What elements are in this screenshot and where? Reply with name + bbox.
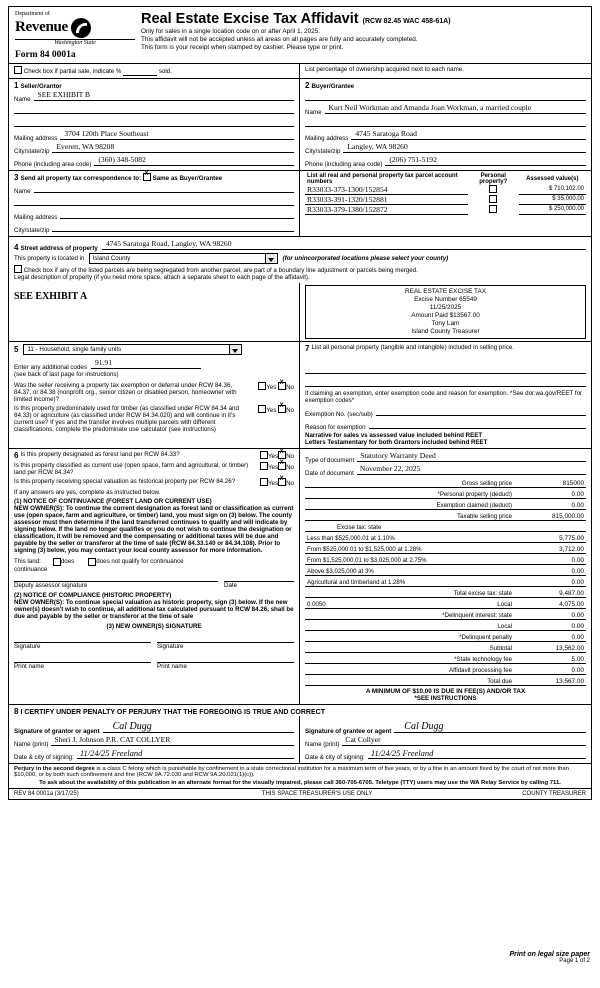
land-use-code-value: 11 - Household, single family units bbox=[27, 345, 122, 353]
new-owner-sig-label-1[interactable]: Signature bbox=[14, 642, 41, 650]
q2-yes-label: Yes bbox=[266, 406, 277, 414]
q1-no-label: No bbox=[286, 383, 294, 391]
line-label-16: *State technology fee bbox=[454, 655, 512, 663]
excise-line bbox=[305, 587, 586, 598]
stamp-line-4: Amount Paid $13567.00 bbox=[411, 311, 480, 319]
line-label-5: Less than $525,000.01 at 1.10% bbox=[307, 534, 395, 542]
same-as-buyer-label: Same as Buyer/Grantee bbox=[152, 174, 223, 182]
section-7 bbox=[300, 342, 591, 448]
timber-question bbox=[14, 405, 248, 433]
stamp-line-2: Excise Number 65549 bbox=[414, 295, 477, 303]
form-title: Real Estate Excise Tax Affidavit bbox=[141, 11, 359, 27]
use-code-row bbox=[9, 341, 591, 448]
doc-type-value[interactable]: Statutory Warranty Deed bbox=[360, 450, 436, 460]
header-line-3: This form is your receipt when stamped by cashier. Please type or print. bbox=[141, 44, 344, 51]
excise-line bbox=[305, 521, 586, 532]
line-label-17: Affidavit processing fee bbox=[449, 666, 512, 674]
section-4-number: 4 bbox=[14, 242, 19, 252]
if-yes-note: If any answers are yes, complete as instructed below. bbox=[14, 488, 161, 496]
segregated-checkbox[interactable] bbox=[14, 265, 22, 273]
chevron-down-icon[interactable] bbox=[265, 254, 276, 263]
rcw-citation: (RCW 82.45 WAC 458-61A) bbox=[362, 18, 451, 25]
line-label-12: *Delinquent interest: state bbox=[442, 611, 512, 619]
excise-line bbox=[305, 565, 586, 576]
s6q3-no-checkbox[interactable] bbox=[278, 478, 286, 486]
line-label-14: *Delinquent penalty bbox=[459, 633, 512, 641]
land-use-code-select[interactable] bbox=[23, 344, 242, 355]
footer-revision: REV 84 0001a (3/17/25) bbox=[14, 790, 79, 797]
buyer-csz-value[interactable]: Langley, WA 98260 bbox=[347, 141, 408, 151]
line-label-13: Local bbox=[497, 622, 512, 630]
line-label-6: From $525,000.01 to $1,525,000 at 1.28% bbox=[307, 545, 422, 553]
section-8 bbox=[9, 704, 591, 763]
state-label: Washington State bbox=[15, 39, 135, 46]
certify-text: I CERTIFY UNDER PENALTY OF PERJURY THAT THE FOREGOING IS TRUE AND CORRECT bbox=[20, 708, 325, 716]
section-3-text: Send all property tax correspondence to: bbox=[20, 174, 142, 182]
legal-description-value: SEE EXHIBIT A bbox=[14, 290, 88, 302]
revenue-logo-icon bbox=[70, 17, 92, 39]
parties-row bbox=[9, 78, 591, 170]
historic-text bbox=[14, 599, 294, 620]
seller-phone-label: Phone (including area code) bbox=[14, 160, 92, 168]
table-row bbox=[305, 204, 586, 214]
parcel-number-1[interactable]: R33033-391-1320/152881 bbox=[307, 194, 388, 204]
partial-sale-checkbox[interactable] bbox=[14, 66, 22, 74]
s6q3-no-label: No bbox=[286, 479, 294, 487]
street-address-value[interactable]: 4745 Saratoga Road, Langley, WA 98260 bbox=[105, 238, 232, 248]
county-note: (for unincorporated locations please select your county) bbox=[282, 254, 449, 262]
line-value-5[interactable]: 5,775.00 bbox=[559, 534, 584, 542]
grantee-signature-block bbox=[300, 716, 591, 763]
same-as-buyer-checkbox[interactable] bbox=[143, 173, 151, 181]
line-value-14[interactable]: 0.00 bbox=[571, 633, 584, 641]
grantee-name-label: Name (print) bbox=[305, 740, 340, 748]
footer-county-treasurer: COUNTY TREASURER bbox=[522, 790, 586, 797]
line-label-15: Subtotal bbox=[489, 644, 512, 652]
s6q3-yes-label: Yes bbox=[267, 479, 279, 487]
stamp-line-5: Tony Lam bbox=[431, 319, 460, 327]
print-notes bbox=[509, 951, 590, 964]
line-value-2[interactable]: 0.00 bbox=[571, 501, 584, 509]
doc-date-label: Date of document bbox=[305, 469, 354, 477]
section-6 bbox=[9, 449, 300, 704]
section-5 bbox=[9, 342, 300, 448]
excise-line bbox=[305, 488, 586, 499]
print-legal-note: Print on legal size paper bbox=[509, 951, 590, 958]
new-owner-print-label-1[interactable]: Print name bbox=[14, 662, 44, 670]
legal-stamp-row bbox=[9, 283, 591, 341]
excise-line bbox=[305, 631, 586, 642]
seller-mailing-value[interactable]: 3704 120th Place Southeast bbox=[64, 128, 149, 138]
line-value-6[interactable]: 3,712.00 bbox=[559, 545, 584, 553]
line-value-18[interactable]: 13,567.00 bbox=[555, 677, 584, 685]
excise-line bbox=[305, 532, 586, 543]
grantor-signature[interactable]: Cal Dugg bbox=[112, 720, 152, 732]
assessed-value-header: Assessed value(s) bbox=[526, 175, 579, 182]
narrative-line-1: Narrative for sales vs assessed value included behind REET bbox=[305, 431, 483, 439]
partial-sale-left bbox=[9, 64, 300, 78]
personal-property-header: Personal property? bbox=[479, 172, 508, 185]
forest-land-question: Is this property designated as forest land per RCW 84.33? bbox=[20, 450, 180, 458]
footer-treasurer-space: THIS SPACE TREASURER'S USE ONLY bbox=[261, 790, 373, 797]
current-use-question: Is this property classified as current use (open space, farm and agricultural, or timber) land per RCW 84.34? bbox=[14, 461, 249, 476]
excise-stamp bbox=[305, 285, 586, 339]
grantor-signature-block bbox=[9, 716, 300, 763]
excise-line bbox=[305, 675, 586, 686]
page-number: Page 1 of 2 bbox=[559, 958, 590, 964]
section-3-number: 3 bbox=[14, 172, 19, 182]
line-value-16[interactable]: 5.00 bbox=[571, 655, 584, 663]
continuance-heading: (1) NOTICE OF CONTINUANCE (FOREST LAND OR CURRENT USE) bbox=[14, 497, 212, 505]
line-value-1[interactable]: 0.00 bbox=[571, 490, 584, 498]
line-value-8[interactable]: 0.00 bbox=[571, 567, 584, 575]
ada-notice: To ask about the availability of this publication in an alternate format for the visually impaired, please call 360-705-6705. Teletype (TTY) users may use the WA Relay Service by calling 711. bbox=[39, 779, 561, 786]
seller-mailing-label: Mailing address bbox=[14, 134, 58, 142]
this-land-label: This land: bbox=[14, 558, 41, 566]
buyer-name-label: Name bbox=[305, 108, 322, 116]
section-6-number: 6 bbox=[14, 450, 19, 460]
excise-line bbox=[305, 664, 586, 675]
corr-csz-label: City/state/zip bbox=[14, 226, 50, 234]
header-line-2: This affidavit will not be accepted unless all areas on all pages are fully and accurately completed. bbox=[141, 36, 418, 43]
stamp-line-6: Island County Treasurer bbox=[411, 327, 480, 335]
line-value-11[interactable]: 4,075.00 bbox=[559, 600, 584, 608]
form-header bbox=[9, 7, 591, 63]
section-6-row bbox=[9, 448, 591, 704]
local-rate[interactable]: 0.0050 bbox=[307, 600, 326, 608]
seller-name-value[interactable]: SEE EXHIBIT B bbox=[37, 89, 91, 99]
timber-question-text: Is this property predominately used for timber (as classified under RCW 84.34 and 84.33) or agriculture (as classified under RCW 84.34.020) and will continue in it's current use? If yes and the transfer involves multiple parcels with different classifications, complete the predominate use calculator (see instructions) bbox=[14, 404, 239, 433]
use-code-instructions: (see back of last page for instructions) bbox=[14, 370, 119, 378]
s6q1-no-checkbox[interactable] bbox=[278, 451, 286, 459]
grantee-date-label: Date & city of signing: bbox=[305, 753, 365, 761]
county-select[interactable] bbox=[89, 253, 278, 264]
table-row bbox=[305, 185, 586, 195]
assessed-value-1[interactable]: $ 35,000.00 bbox=[552, 196, 584, 203]
does-not-checkbox[interactable] bbox=[88, 558, 96, 566]
line-label-8: Above $3,025,000 at 3% bbox=[307, 567, 374, 575]
line-value-0[interactable]: 815000 bbox=[562, 479, 584, 487]
street-address-label: Street address of property bbox=[20, 244, 98, 252]
excise-line bbox=[305, 576, 586, 587]
q2-no-label: No bbox=[286, 406, 294, 414]
form-number: Form 84 0001a bbox=[15, 49, 76, 60]
exemption-question: Was the seller receiving a property tax exemption or deferral under RCW 84.36, 84.37, or 84.38 (nonprofit org., senior citizen or disabled person, homeowner with limited income)? bbox=[14, 381, 237, 403]
s6q1-no-label: No bbox=[286, 452, 294, 460]
pct-note: List percentage of ownership acquired next to each name. bbox=[305, 65, 464, 73]
excise-line bbox=[305, 499, 586, 510]
assessed-value-0[interactable]: $ 710,102.00 bbox=[548, 186, 584, 193]
excise-line bbox=[305, 554, 586, 565]
additional-codes-value[interactable]: 91.91 bbox=[94, 357, 113, 367]
line-label-11: Local bbox=[497, 600, 512, 608]
line-label-9: Agricultural and timberland at 1.28% bbox=[307, 578, 406, 586]
does-checkbox[interactable] bbox=[53, 558, 61, 566]
tax-correspondence-row bbox=[9, 170, 591, 236]
seller-csz-value[interactable]: Everett, WA 98208 bbox=[56, 141, 115, 151]
grantor-name-label: Name (print) bbox=[14, 740, 49, 748]
perjury-text: is a class C felony which is punishable by confinement in a state correctional institution for a maximum term of five years, or by a fine in an amount fixed by the court of not more than $10,000, or by both such confinement and fine (RCW 9A.72.030 and RCW 9A.20.021(1)(c)). bbox=[14, 765, 569, 778]
line-label-10: Total excise tax: state bbox=[453, 589, 512, 597]
sold-label: sold. bbox=[158, 67, 172, 75]
excise-line bbox=[305, 609, 586, 620]
line-label-7: From $1,525,000.01 to $3,025,000 at 2.75% bbox=[307, 556, 427, 564]
segregated-label: Check box if any of the listed parcels are being segregated from another parcel, are part of a boundary line adjustment or parcels being merged. bbox=[23, 266, 418, 274]
q1-yes-label: Yes bbox=[266, 383, 277, 391]
deputy-date-label: Date bbox=[224, 581, 238, 589]
buyer-mailing-value[interactable]: 4745 Saratoga Road bbox=[355, 128, 417, 138]
stamp-line-3: 11/25/2025 bbox=[429, 303, 462, 311]
legal-description-label: Legal description of property (if you need more space, attach a separate sheet to each page of the affidavit). bbox=[14, 273, 310, 281]
doc-date-value[interactable]: November 22, 2025 bbox=[359, 463, 421, 473]
line-label-4: Excise tax: state bbox=[337, 523, 382, 531]
section-7-number: 7 bbox=[305, 343, 310, 353]
line-value-9[interactable]: 0.00 bbox=[571, 578, 584, 586]
excise-line bbox=[305, 653, 586, 664]
grantor-date-label: Date & city of signing: bbox=[14, 753, 74, 761]
parcel-number-2[interactable]: R33033-379-1380/152872 bbox=[307, 204, 388, 214]
historic-paragraph: NEW OWNER(S): To continue special valuation as historic property, sign (3) below. If the new owner(s) doesn't wish to continue, all additional tax calculated pursuant to RCW 84.26, shall be due and payable by the seller or transferor at the time of sale bbox=[14, 598, 294, 620]
additional-codes-label: Enter any additional codes bbox=[14, 363, 87, 371]
narrative-line-2: Letters Testamentary for both Grantors included behind REET bbox=[305, 438, 488, 446]
dept-label: Department of bbox=[15, 11, 50, 17]
excise-calc-block bbox=[300, 449, 591, 704]
excise-line bbox=[305, 543, 586, 554]
header-line-1: Only for sales in a single location code on or after April 1, 2025. bbox=[141, 28, 321, 35]
s6q2-yes-label: Yes bbox=[267, 463, 279, 471]
q1-no-checkbox[interactable] bbox=[278, 382, 286, 390]
continuance-text bbox=[14, 505, 294, 554]
line-label-1: *Personal property (deduct) bbox=[437, 490, 512, 498]
seller-name-label: Name bbox=[14, 95, 31, 103]
buyer-csz-label: City/state/zip bbox=[305, 147, 341, 155]
personal-checkbox-2[interactable] bbox=[489, 205, 497, 213]
buyer-title: Buyer/Grantee bbox=[311, 82, 355, 90]
grantor-name-value[interactable]: Sheri J. Johnson P.R. CAT COLLYER bbox=[54, 734, 171, 744]
grantor-sig-label: Signature of grantor or agent bbox=[14, 727, 100, 735]
does-label: does bbox=[60, 558, 75, 566]
seller-block bbox=[9, 79, 300, 170]
partial-sale-label: Check box if partial sale, indicate % bbox=[23, 67, 122, 75]
line-value-17[interactable]: 0.00 bbox=[571, 666, 584, 674]
new-owner-signature-heading: (3) NEW OWNER(S) SIGNATURE bbox=[106, 622, 202, 630]
section-2-number: 2 bbox=[305, 80, 310, 90]
perjury-block bbox=[9, 763, 591, 788]
assessed-value-2[interactable]: $ 250,000.00 bbox=[548, 206, 584, 213]
section-1-number: 1 bbox=[14, 80, 19, 90]
exemption-note: If claiming an exemption, enter exemption code and reason for exemption. *See dor.wa.gov/REET for exemption codes* bbox=[305, 389, 583, 404]
new-owner-sig-label-2[interactable]: Signature bbox=[157, 642, 184, 650]
excise-line bbox=[305, 620, 586, 631]
deputy-assessor-label: Deputy assessor signature bbox=[14, 581, 88, 589]
line-value-7[interactable]: 0.00 bbox=[571, 556, 584, 564]
line-label-18: Total due bbox=[487, 677, 512, 685]
exemption-code-label: Exemption No. (sec/sub) bbox=[305, 410, 373, 418]
s6q3-yes-checkbox[interactable] bbox=[260, 478, 268, 486]
q2-no-checkbox[interactable] bbox=[278, 405, 286, 413]
stamp-line-1: REAL ESTATE EXCISE TAX bbox=[405, 287, 486, 295]
signature-row bbox=[9, 716, 591, 763]
continuance-paragraph: NEW OWNER(S): To continue the current designation as forest land or classification as current use (open space, farm and agriculture, or timber) land, you must sign on (3) below. The county assessor must then determine if the land transferred continues to qualify and will indicate by signing below. If the land no longer qualifies or you do not wish to continue the designation or classification, it will be removed and the compensating or additional taxes will be due and payable by the seller or transferor at the time of sale (RCW 84.33.140 or 84.34.108). Prior to signing (3) below, you may contact your local county assessor for more information. bbox=[14, 504, 294, 554]
seller-phone-value[interactable]: (360) 348-5082 bbox=[98, 154, 146, 164]
excise-line bbox=[305, 477, 586, 488]
s6q2-yes-checkbox[interactable] bbox=[260, 462, 268, 470]
seller-csz-label: City/state/zip bbox=[14, 147, 50, 155]
line-value-15[interactable]: 13,562.00 bbox=[555, 644, 584, 652]
minimum-due-note: A MINIMUM OF $10.00 IS DUE IN FEE(S) AND/OR TAX bbox=[365, 687, 526, 695]
excise-line bbox=[305, 510, 586, 521]
partial-sale-row bbox=[9, 63, 591, 78]
title-block bbox=[135, 11, 585, 51]
personal-checkbox-1[interactable] bbox=[489, 195, 497, 203]
perjury-bold: Perjury in the second degree bbox=[14, 765, 95, 772]
s6q1-yes-checkbox[interactable] bbox=[260, 451, 268, 459]
doc-type-label: Type of document bbox=[305, 456, 355, 464]
s6q2-no-checkbox[interactable] bbox=[278, 462, 286, 470]
excise-line bbox=[305, 598, 586, 609]
grantee-signature[interactable]: Cal Dugg bbox=[404, 720, 444, 732]
parcel-block bbox=[300, 171, 591, 236]
see-instructions-note: *SEE INSTRUCTIONS bbox=[414, 694, 477, 702]
buyer-phone-label: Phone (including area code) bbox=[305, 160, 383, 168]
buyer-block bbox=[300, 79, 591, 170]
grantee-name-value[interactable]: Cat Collyer bbox=[345, 734, 381, 744]
corr-name-label: Name bbox=[14, 187, 31, 195]
table-row bbox=[305, 194, 586, 204]
exemption-reason-label: Reason for exemption bbox=[305, 423, 366, 431]
grantee-date-value[interactable]: 11/24/25 Freeland bbox=[370, 747, 434, 758]
s6q2-no-label: No bbox=[286, 463, 294, 471]
personal-checkbox-0[interactable] bbox=[489, 185, 497, 193]
new-owner-print-label-2[interactable]: Print name bbox=[157, 662, 187, 670]
located-in-label: This property is located in bbox=[14, 254, 85, 262]
section-5-number: 5 bbox=[14, 344, 19, 354]
grantee-sig-label: Signature of grantee or agent bbox=[305, 727, 392, 735]
revenue-wordmark: Revenue bbox=[15, 19, 68, 36]
treasurer-stamp-wrap bbox=[300, 283, 591, 341]
affidavit-form bbox=[8, 6, 592, 800]
line-label-2: Exemption claimed (deduct) bbox=[436, 501, 512, 509]
parcel-table bbox=[305, 173, 586, 215]
s6q1-yes-label: Yes bbox=[267, 452, 279, 460]
section-3 bbox=[9, 171, 300, 236]
seller-title: Seller/Grantor bbox=[20, 82, 62, 90]
agency-logo bbox=[15, 11, 135, 61]
section-4 bbox=[9, 236, 591, 283]
line-label-3: Taxable selling price bbox=[457, 512, 512, 520]
historic-question: Is this property receiving special valuation as historical property per RCW 84.26? bbox=[14, 477, 236, 485]
continuance-word: continuance bbox=[14, 565, 48, 573]
form-footer bbox=[9, 788, 591, 799]
county-value: Island County bbox=[92, 254, 131, 262]
section-8-number: 8 bbox=[14, 706, 19, 716]
excise-line bbox=[305, 642, 586, 653]
line-label-0: Gross selling price bbox=[461, 479, 512, 487]
chevron-down-icon[interactable] bbox=[229, 345, 240, 354]
corr-mailing-label: Mailing address bbox=[14, 213, 58, 221]
historic-heading: (2) NOTICE OF COMPLIANCE (HISTORIC PROPERTY) bbox=[14, 591, 172, 599]
buyer-phone-value[interactable]: (206) 751-5192 bbox=[389, 154, 437, 164]
pct-note-wrap bbox=[300, 64, 591, 78]
grantor-date-value[interactable]: 11/24/25 Freeland bbox=[79, 747, 143, 758]
line-value-10[interactable]: 9,487.00 bbox=[559, 589, 584, 597]
personal-property-text: List all personal property (tangible and intangible) included in selling price. bbox=[311, 343, 515, 351]
buyer-mailing-label: Mailing address bbox=[305, 134, 349, 142]
parcel-number-0[interactable]: R33033-373-1300/152854 bbox=[307, 184, 388, 194]
buyer-name-value[interactable]: Kurt Neil Workman and Amanda Joan Workman, a married couple bbox=[328, 102, 532, 112]
parcel-header: List all real and personal property tax parcel account numbers bbox=[307, 172, 458, 185]
legal-description-box[interactable] bbox=[9, 283, 300, 341]
line-value-3[interactable]: 815,000.00 bbox=[552, 512, 584, 520]
does-not-label: does not qualify for continuance bbox=[96, 558, 184, 566]
line-value-13[interactable]: 0.00 bbox=[571, 622, 584, 630]
line-value-12[interactable]: 0.00 bbox=[571, 611, 584, 619]
